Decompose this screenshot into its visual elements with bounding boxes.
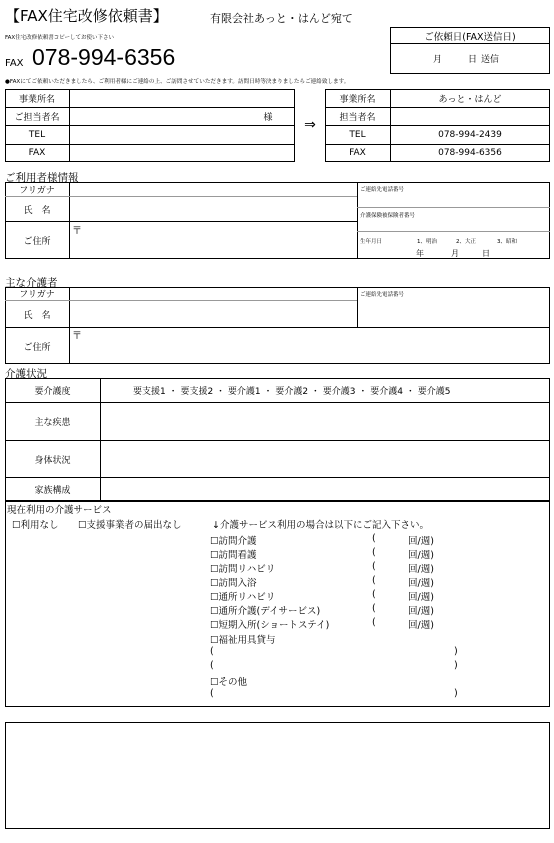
other-close-paren: ) bbox=[454, 688, 458, 699]
receiver-tel-label: TEL bbox=[349, 129, 366, 140]
copy-note: FAX住宅改修依頼書コピーしてお使い下さい bbox=[5, 35, 114, 41]
service-item[interactable]: ☐訪問介護 bbox=[210, 536, 257, 547]
page-title: 【FAX住宅改修依頼書】 bbox=[5, 7, 168, 25]
service-freq: 回/週) bbox=[408, 606, 434, 617]
service-item[interactable]: ☐訪問リハビリ bbox=[210, 564, 276, 575]
caregiver-furigana-input[interactable] bbox=[70, 288, 356, 299]
user-name-input[interactable] bbox=[70, 197, 356, 220]
caregiver-address-input[interactable] bbox=[82, 328, 548, 363]
user-name-label: 氏 名 bbox=[23, 205, 51, 216]
sender-tel-input[interactable] bbox=[70, 126, 294, 143]
user-address-input[interactable] bbox=[82, 222, 356, 258]
body-status-input[interactable] bbox=[101, 441, 549, 476]
no-support-checkbox[interactable]: ☐支援事業者の届出なし bbox=[78, 520, 182, 531]
user-era-taisho: 2、大正 bbox=[456, 239, 476, 245]
welfare-equipment-checkbox[interactable]: ☐福祉用具貸与 bbox=[210, 635, 276, 646]
user-postal-mark: 〒 bbox=[72, 226, 82, 237]
sender-fax-label: FAX bbox=[28, 148, 46, 158]
receiver-fax-value: 078-994-6356 bbox=[438, 148, 502, 158]
request-send: 送信 bbox=[481, 55, 500, 65]
other-open-paren: ( bbox=[210, 688, 214, 699]
user-era-meiji: 1、明治 bbox=[417, 239, 437, 245]
request-date-label: ご依頼日(FAX送信日) bbox=[424, 31, 516, 43]
service-item[interactable]: ☐訪問入浴 bbox=[210, 578, 257, 589]
caregiver-name-input[interactable] bbox=[70, 301, 356, 326]
family-label: 家族構成 bbox=[34, 486, 71, 496]
user-furigana-label: フリガナ bbox=[19, 185, 55, 196]
other-service-checkbox[interactable]: ☐その他 bbox=[210, 677, 248, 688]
receiver-office-label: 事業所名 bbox=[339, 94, 376, 105]
user-insurance-label: 介護保険被保険者番号 bbox=[360, 213, 416, 219]
service-item[interactable]: ☐短期入所(ショートステイ) bbox=[210, 620, 330, 631]
user-info-heading: ご利用者様情報 bbox=[5, 172, 79, 184]
service-paren: ( bbox=[372, 589, 376, 600]
user-address-label: ご住所 bbox=[23, 237, 51, 247]
service-item[interactable]: ☐通所介護(デイサービス) bbox=[210, 606, 321, 617]
service-paren: ( bbox=[372, 603, 376, 614]
user-era-showa: 3、昭和 bbox=[497, 239, 517, 245]
sender-contact-input[interactable] bbox=[70, 108, 255, 124]
recipient-text: 有限会社あっと・はんど宛て bbox=[210, 12, 353, 25]
request-day: 日 bbox=[468, 55, 478, 65]
user-birth-year: 年 bbox=[416, 249, 424, 258]
service-paren: ( bbox=[372, 575, 376, 586]
honorific-sama: 様 bbox=[263, 112, 273, 123]
user-birth-day: 日 bbox=[482, 249, 490, 258]
welfare-open-paren: ( bbox=[210, 646, 214, 657]
no-service-checkbox[interactable]: ☐利用なし bbox=[12, 520, 59, 531]
caregiver-postal-mark: 〒 bbox=[72, 331, 82, 342]
service-paren: ( bbox=[372, 561, 376, 572]
caregiver-furigana-label: フリガナ bbox=[19, 290, 55, 300]
service-paren: ( bbox=[372, 533, 376, 544]
fax-number: 078-994-6356 bbox=[32, 44, 176, 70]
service-freq: 回/週) bbox=[408, 550, 434, 561]
sender-tel-label: TEL bbox=[28, 129, 46, 140]
caregiver-phone-label: ご連絡先電話番号 bbox=[360, 292, 405, 298]
family-input[interactable] bbox=[101, 478, 549, 500]
service-freq: 回/週) bbox=[408, 564, 434, 575]
receiver-office-value: あっと・はんど bbox=[438, 94, 502, 105]
disease-label: 主な疾患 bbox=[34, 418, 71, 428]
care-level-label: 要介護度 bbox=[34, 386, 71, 397]
service-paren: ( bbox=[372, 547, 376, 558]
service-item[interactable]: ☐通所リハビリ bbox=[210, 592, 276, 603]
care-level-options[interactable]: 要支援1 ・ 要支援2 ・ 要介護1 ・ 要介護2 ・ 要介護3 ・ 要介護4 ・ 要介護5 bbox=[133, 386, 451, 397]
service-freq: 回/週) bbox=[408, 592, 434, 603]
caregiver-heading: 主な介護者 bbox=[5, 277, 58, 289]
caregiver-name-label: 氏 名 bbox=[23, 310, 51, 321]
welfare-open-paren-2: ( bbox=[210, 660, 214, 671]
welfare-close-paren: ) bbox=[454, 646, 458, 657]
receiver-tel-value: 078-994-2439 bbox=[438, 129, 502, 140]
care-status-heading: 介護状況 bbox=[5, 368, 47, 380]
caregiver-address-label: ご住所 bbox=[23, 342, 51, 353]
user-birth-month: 月 bbox=[451, 249, 459, 258]
user-phone-label: ご連絡先電話番号 bbox=[360, 187, 405, 193]
receiver-contact-label: 担当者名 bbox=[339, 112, 376, 123]
services-heading: 現在利用の介護サービス bbox=[7, 505, 112, 516]
service-item[interactable]: ☐訪問看護 bbox=[210, 550, 257, 561]
service-freq: 回/週) bbox=[408, 578, 434, 589]
user-furigana-input[interactable] bbox=[70, 183, 356, 195]
user-birth-label: 生年月日 bbox=[360, 239, 383, 245]
notes-box[interactable] bbox=[5, 722, 550, 829]
notice-text: ●FAXにてご依頼いただきましたら、ご利用者様にご連絡の上、ご訪問させていただきます。訪問日時等決まりましたらご連絡致します。 bbox=[5, 79, 350, 85]
arrow-icon: ⇒ bbox=[304, 117, 316, 133]
fax-label: FAX bbox=[5, 58, 24, 69]
sender-fax-input[interactable] bbox=[70, 145, 294, 161]
body-status-label: 身体状況 bbox=[34, 455, 71, 466]
receiver-fax-label: FAX bbox=[349, 148, 366, 158]
service-paren: ( bbox=[372, 617, 376, 628]
services-instruction: ↓介護サービス利用の場合は以下にご記入下さい。 bbox=[212, 520, 429, 531]
disease-input[interactable] bbox=[101, 403, 549, 439]
welfare-close-paren-2: ) bbox=[454, 660, 458, 671]
service-freq: 回/週) bbox=[408, 536, 434, 547]
sender-office-input[interactable] bbox=[70, 90, 294, 106]
sender-office-label: 事業所名 bbox=[18, 94, 55, 105]
sender-contact-label: ご担当者名 bbox=[14, 112, 60, 123]
request-month: 月 bbox=[433, 55, 443, 65]
service-freq: 回/週) bbox=[408, 620, 434, 631]
